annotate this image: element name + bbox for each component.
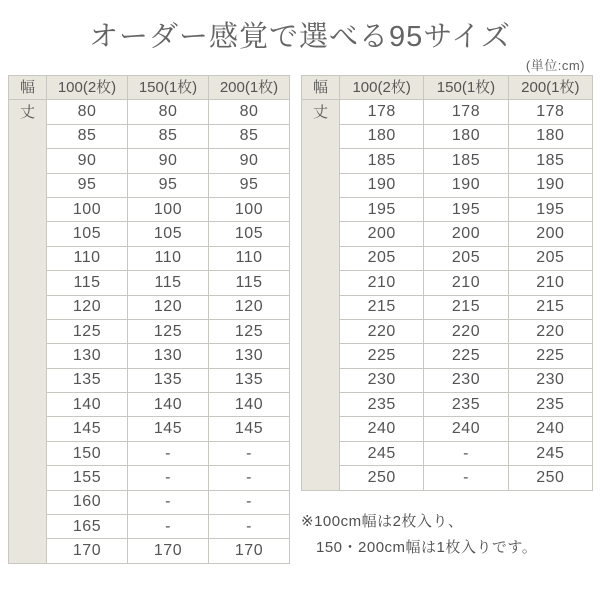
- size-cell: 178: [340, 100, 424, 124]
- size-cell: 80: [128, 100, 209, 124]
- width-header-cell: 幅: [302, 76, 340, 100]
- column-header: 100(2枚): [340, 76, 424, 100]
- table-row: [9, 246, 290, 270]
- size-cell: 125: [128, 319, 209, 343]
- size-cell: 200: [508, 222, 592, 246]
- size-cell: 85: [128, 124, 209, 148]
- size-cell: 190: [424, 173, 508, 197]
- table-row: [9, 466, 290, 490]
- size-cell: 190: [340, 173, 424, 197]
- table-row: [302, 319, 593, 343]
- size-cell: 135: [128, 368, 209, 392]
- size-cell: 215: [508, 295, 592, 319]
- size-cell: 220: [424, 319, 508, 343]
- table-row: [302, 441, 593, 465]
- size-cell: 135: [47, 368, 128, 392]
- size-cell: 110: [47, 246, 128, 270]
- size-cell: 230: [508, 368, 592, 392]
- size-cell: 180: [424, 124, 508, 148]
- size-cell: 145: [128, 417, 209, 441]
- header-row: [9, 76, 290, 100]
- size-cell: 100: [128, 197, 209, 221]
- size-cell: 140: [47, 393, 128, 417]
- size-cell: 105: [209, 222, 290, 246]
- size-cell-empty: -: [209, 441, 290, 465]
- size-cell: 85: [47, 124, 128, 148]
- size-cell: 145: [209, 417, 290, 441]
- size-cell: 225: [340, 344, 424, 368]
- size-cell: 185: [508, 149, 592, 173]
- table-row: [9, 319, 290, 343]
- size-cell: 90: [209, 149, 290, 173]
- size-cell: 125: [47, 319, 128, 343]
- size-cell: 90: [128, 149, 209, 173]
- footnote-line-1: ※100cm幅は2枚入り、: [301, 513, 464, 530]
- table-row: [302, 271, 593, 295]
- size-cell: 140: [128, 393, 209, 417]
- size-cell: 100: [47, 197, 128, 221]
- size-cell: 235: [340, 393, 424, 417]
- size-cell: 240: [508, 417, 592, 441]
- column-header: 200(1枚): [209, 76, 290, 100]
- table-row: [9, 124, 290, 148]
- size-cell-empty: -: [128, 441, 209, 465]
- table-row: [302, 222, 593, 246]
- size-cell: 190: [508, 173, 592, 197]
- table-row: [9, 417, 290, 441]
- size-cell: 180: [340, 124, 424, 148]
- table-row: [9, 222, 290, 246]
- size-cell: 235: [424, 393, 508, 417]
- table-row: [9, 515, 290, 539]
- width-header-cell: 幅: [9, 76, 47, 100]
- table-row: [302, 393, 593, 417]
- size-cell: 185: [424, 149, 508, 173]
- table-row: [9, 393, 290, 417]
- size-cell: 170: [128, 539, 209, 563]
- size-cell: 215: [424, 295, 508, 319]
- footnote-line-2: 150・200cm幅は1枚入りです。: [316, 539, 538, 557]
- size-cell: 220: [340, 319, 424, 343]
- header-row: [302, 76, 593, 100]
- size-cell: 230: [424, 368, 508, 392]
- size-cell: 195: [508, 197, 592, 221]
- size-cell: 160: [47, 490, 128, 514]
- column-header: 200(1枚): [508, 76, 592, 100]
- size-cell: 170: [209, 539, 290, 563]
- size-cell: 245: [340, 441, 424, 465]
- size-cell: 225: [508, 344, 592, 368]
- size-cell: 170: [47, 539, 128, 563]
- table-row: [302, 246, 593, 270]
- size-cell: 125: [209, 319, 290, 343]
- size-cell: 115: [47, 271, 128, 295]
- length-header-cell: 丈: [302, 100, 340, 490]
- size-cell: 195: [424, 197, 508, 221]
- table-row: [302, 295, 593, 319]
- table-row: [9, 173, 290, 197]
- size-cell: 115: [128, 271, 209, 295]
- size-cell-empty: -: [128, 490, 209, 514]
- size-cell-empty: -: [209, 515, 290, 539]
- size-cell: 100: [209, 197, 290, 221]
- table-row: [302, 124, 593, 148]
- size-cell: 105: [47, 222, 128, 246]
- size-cell: 140: [209, 393, 290, 417]
- table-row: [302, 173, 593, 197]
- table-row: [302, 149, 593, 173]
- size-cell: 225: [424, 344, 508, 368]
- size-cell: 250: [340, 466, 424, 490]
- footnote: [301, 509, 537, 562]
- size-tables: [8, 75, 593, 564]
- size-cell: 115: [209, 271, 290, 295]
- table-row: [9, 197, 290, 221]
- size-cell: 95: [209, 173, 290, 197]
- table-row: [9, 100, 290, 124]
- size-table-short: [8, 75, 290, 564]
- size-cell: 240: [424, 417, 508, 441]
- table-row: [302, 344, 593, 368]
- table-row: [9, 490, 290, 514]
- column-header: 150(1枚): [128, 76, 209, 100]
- size-cell: 210: [340, 271, 424, 295]
- size-cell: 95: [47, 173, 128, 197]
- table-row: [9, 344, 290, 368]
- size-cell-empty: -: [209, 490, 290, 514]
- size-cell: 200: [424, 222, 508, 246]
- size-cell: 110: [209, 246, 290, 270]
- table-row: [302, 100, 593, 124]
- size-table-long: [301, 75, 593, 491]
- size-cell: 210: [424, 271, 508, 295]
- size-cell-empty: -: [128, 466, 209, 490]
- size-cell: 245: [508, 441, 592, 465]
- size-cell: 145: [47, 417, 128, 441]
- size-cell: 120: [47, 295, 128, 319]
- size-cell: 130: [47, 344, 128, 368]
- size-cell-empty: -: [424, 466, 508, 490]
- size-cell: 240: [340, 417, 424, 441]
- size-cell: 135: [209, 368, 290, 392]
- size-cell: 250: [508, 466, 592, 490]
- size-cell: 210: [508, 271, 592, 295]
- size-cell: 215: [340, 295, 424, 319]
- size-cell-empty: -: [424, 441, 508, 465]
- length-header-cell: 丈: [9, 100, 47, 563]
- size-cell-empty: -: [209, 466, 290, 490]
- page-title: オーダー感覚で選べる95サイズ: [89, 21, 511, 53]
- size-cell: 205: [340, 246, 424, 270]
- size-cell: 165: [47, 515, 128, 539]
- table-row: [9, 441, 290, 465]
- size-cell: 178: [424, 100, 508, 124]
- table-row: [302, 466, 593, 490]
- table-row: [9, 368, 290, 392]
- size-cell: 200: [340, 222, 424, 246]
- size-cell: 130: [209, 344, 290, 368]
- size-cell: 180: [508, 124, 592, 148]
- table-row: [9, 539, 290, 563]
- size-cell: 220: [508, 319, 592, 343]
- size-cell: 120: [209, 295, 290, 319]
- table-row: [9, 149, 290, 173]
- unit-label: (単位:cm): [525, 58, 585, 73]
- size-cell: 110: [128, 246, 209, 270]
- size-cell: 80: [209, 100, 290, 124]
- table-row: [9, 271, 290, 295]
- size-cell: 85: [209, 124, 290, 148]
- table-row: [302, 417, 593, 441]
- table-row: [302, 197, 593, 221]
- size-cell: 120: [128, 295, 209, 319]
- size-cell: 178: [508, 100, 592, 124]
- size-cell: 185: [340, 149, 424, 173]
- size-cell: 80: [47, 100, 128, 124]
- size-cell: 150: [47, 441, 128, 465]
- size-cell: 230: [340, 368, 424, 392]
- size-cell: 95: [128, 173, 209, 197]
- size-cell: 235: [508, 393, 592, 417]
- table-row: [302, 368, 593, 392]
- size-cell: 105: [128, 222, 209, 246]
- size-cell-empty: -: [128, 515, 209, 539]
- column-header: 100(2枚): [47, 76, 128, 100]
- size-cell: 90: [47, 149, 128, 173]
- column-header: 150(1枚): [424, 76, 508, 100]
- size-cell: 195: [340, 197, 424, 221]
- size-cell: 205: [508, 246, 592, 270]
- size-cell: 130: [128, 344, 209, 368]
- size-cell: 155: [47, 466, 128, 490]
- size-cell: 205: [424, 246, 508, 270]
- table-row: [9, 295, 290, 319]
